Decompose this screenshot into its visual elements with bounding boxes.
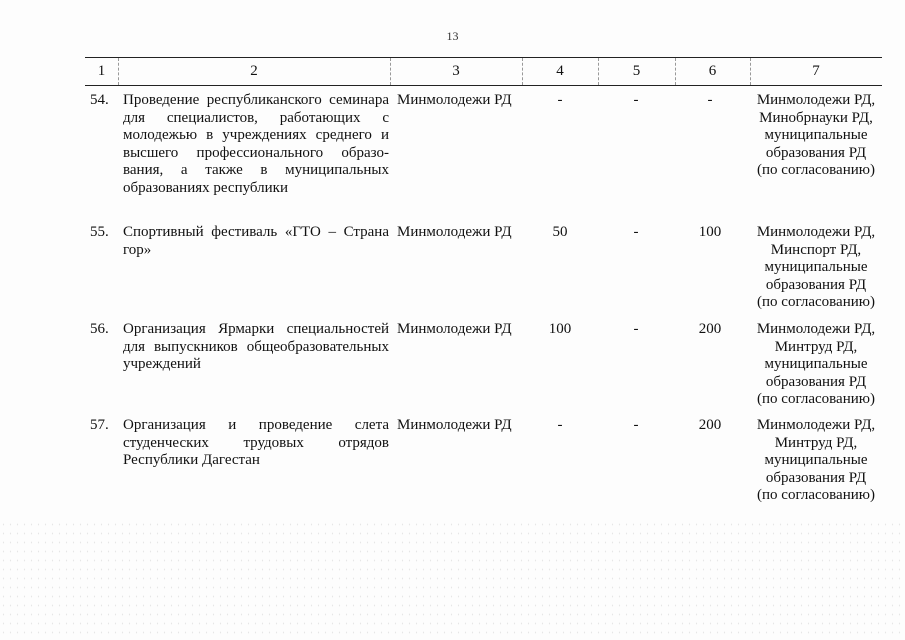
row-number: 54. xyxy=(90,92,109,108)
row-number: 57. xyxy=(90,417,109,433)
executor-line: Минтруд РД, xyxy=(774,434,858,451)
col-4-value: - xyxy=(557,92,563,108)
activity-name: Проведение республиканского семинара для специалистов, работающих с молодежью в учреждениях среднего и высшего профессионального образо-вания, а также в муниципальных образованиях республики xyxy=(123,92,389,196)
responsible-org: Минмолодежи РД xyxy=(397,321,512,337)
executors xyxy=(750,321,882,409)
scan-noise xyxy=(0,520,905,640)
executor-line: образования РД xyxy=(765,373,867,390)
page-number: 13 xyxy=(446,29,459,43)
col-6-value: - xyxy=(707,92,713,108)
header-col-1: 1 xyxy=(97,63,106,79)
executor-line: муниципальные xyxy=(764,259,868,275)
activity-name: Организация Ярмарки специальностей для выпускников общеобразовательных учреждений xyxy=(123,321,389,372)
col-6-value: 200 xyxy=(698,417,722,433)
executor-line: Минмолодежи РД, xyxy=(756,321,876,337)
activity-name: Спортивный фестиваль «ГТО – Страна гор» xyxy=(123,224,389,258)
executor-line: Минмолодежи РД, xyxy=(756,92,876,108)
executor-line: муниципальные xyxy=(764,452,868,468)
responsible-org: Минмолодежи РД xyxy=(397,417,512,433)
col-6-value: 100 xyxy=(698,224,722,240)
responsible-org: Минмолодежи РД xyxy=(397,224,512,240)
executor-line: Минобрнауки РД, xyxy=(759,109,873,126)
activity-name: Организация и проведение слета студенческих трудовых отрядов Республики Дагестан xyxy=(123,417,389,468)
header-col-2: 2 xyxy=(250,63,258,79)
executor-line: (по согласованию) xyxy=(757,162,875,178)
responsible-org: Минмолодежи РД xyxy=(397,92,512,108)
col-6-value: 200 xyxy=(698,321,722,337)
executor-line: муниципальные xyxy=(764,356,868,372)
header-col-4: 4 xyxy=(556,63,564,79)
col-4-value: - xyxy=(557,417,563,433)
col-4-value: 50 xyxy=(552,224,568,240)
executor-line: (по согласованию) xyxy=(757,391,875,407)
executors xyxy=(750,92,882,180)
executor-line: (по согласованию) xyxy=(757,294,875,310)
executors xyxy=(750,224,882,312)
executor-line: муниципальные xyxy=(764,127,868,143)
table-header xyxy=(85,57,882,86)
row-number: 56. xyxy=(90,321,109,337)
executor-line: Минтруд РД, xyxy=(774,338,858,355)
header-col-5: 5 xyxy=(632,63,641,79)
executor-line: Минспорт РД, xyxy=(770,241,862,258)
executor-line: образования РД xyxy=(765,469,867,486)
col-5-value: - xyxy=(633,224,639,240)
row-number: 55. xyxy=(90,224,109,240)
executors xyxy=(750,417,882,505)
executor-line: Минмолодежи РД, xyxy=(756,417,876,433)
header-col-6: 6 xyxy=(708,63,717,79)
executor-line: Минмолодежи РД, xyxy=(756,224,876,240)
executor-line: образования РД xyxy=(765,144,867,161)
header-col-7: 7 xyxy=(812,63,820,79)
executor-line: (по согласованию) xyxy=(757,487,875,503)
col-5-value: - xyxy=(633,92,639,108)
col-4-value: 100 xyxy=(548,321,572,337)
header-col-3: 3 xyxy=(452,63,460,79)
col-5-value: - xyxy=(633,417,639,433)
executor-line: образования РД xyxy=(765,276,867,293)
col-5-value: - xyxy=(633,321,639,337)
